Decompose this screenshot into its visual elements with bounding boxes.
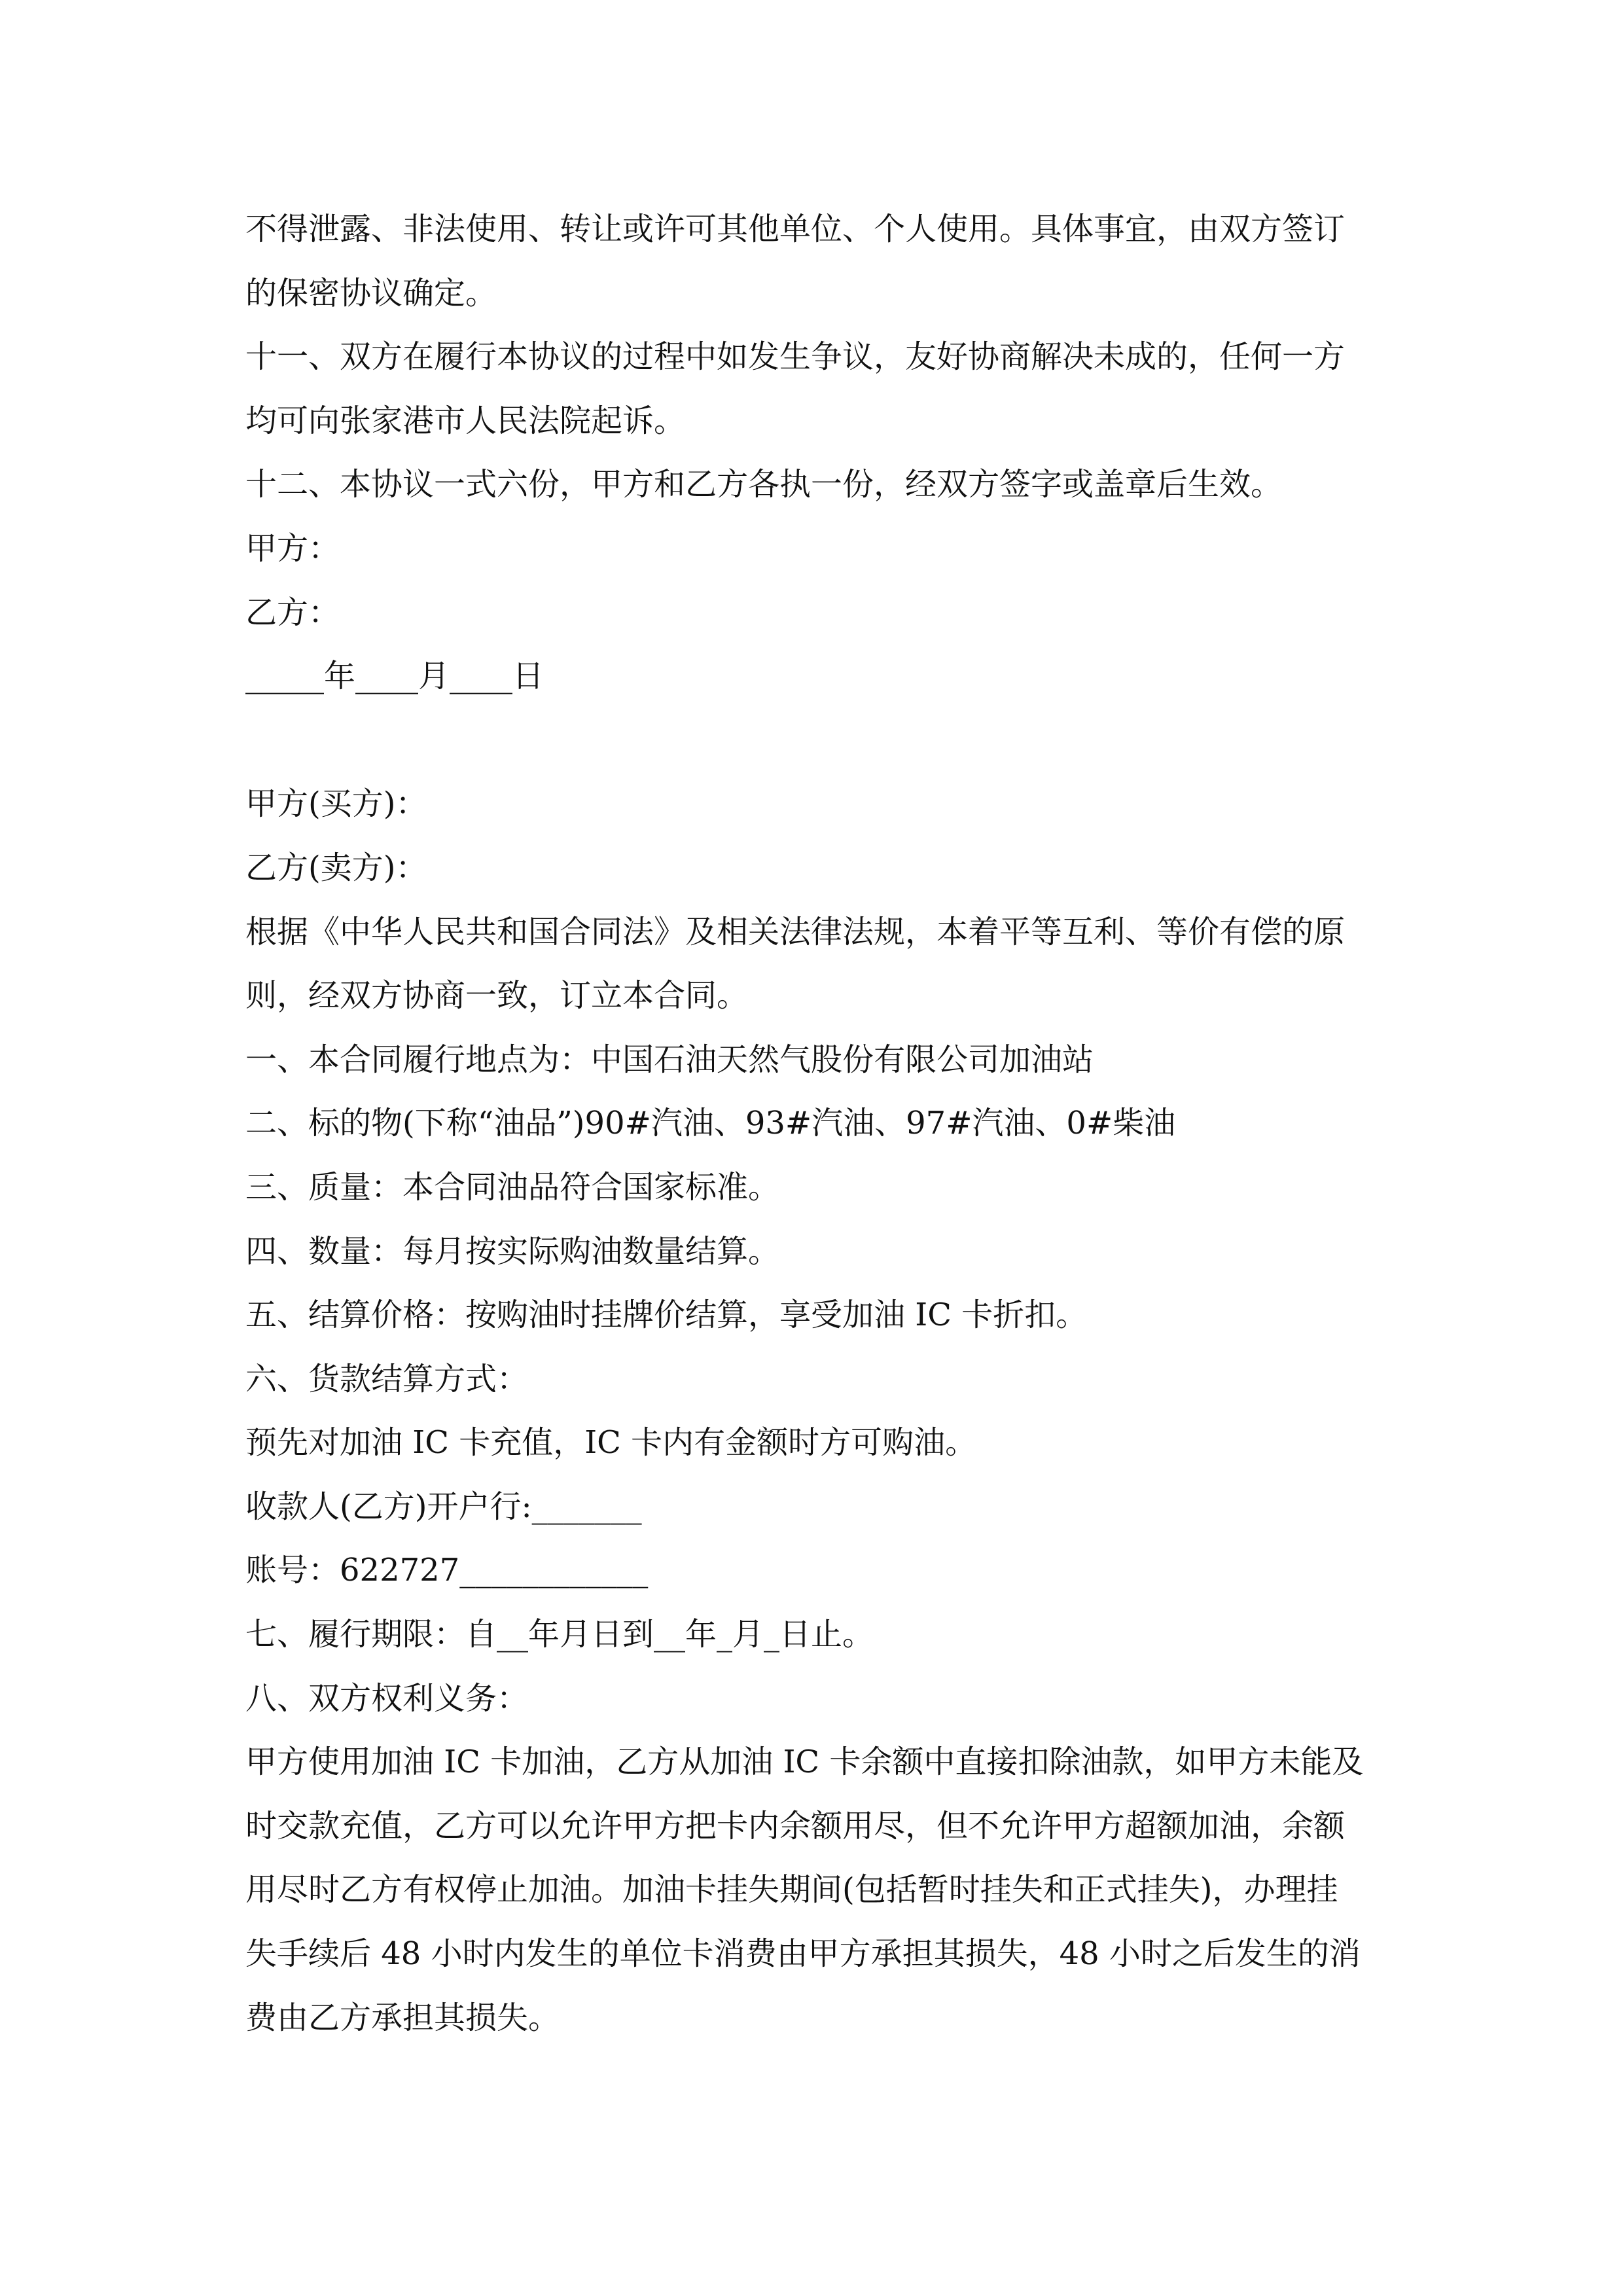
- text-line: 预先对加油 IC 卡充值，IC 卡内有金额时方可购油。: [245, 1424, 977, 1462]
- text-line: 的保密协议确定。: [245, 274, 497, 312]
- clause-5: 五、结算价格：按购油时挂牌价结算，享受加油 IC 卡折扣。: [245, 1297, 1088, 1334]
- text-line: 用尽时乙方有权停止加油。加油卡挂失期间(包括暂时挂失和正式挂失)，办理挂: [245, 1871, 1338, 1909]
- clause-12: 十二、本协议一式六份，甲方和乙方各执一份，经双方签字或盖章后生效。: [245, 466, 1283, 503]
- clause-4: 四、数量：每月按实际购油数量结算。: [245, 1232, 780, 1270]
- clause-3: 三、质量：本合同油品符合国家标准。: [245, 1168, 780, 1206]
- party-a-buyer: 甲方(买方)：: [245, 785, 427, 823]
- payee-bank: 收款人(乙方)开户行:_______: [245, 1488, 642, 1525]
- party-a-signature: 甲方：: [245, 529, 340, 567]
- text-line: 不得泄露、非法使用、转让或许可其他单位、个人使用。具体事宜，由双方签订: [245, 211, 1346, 247]
- text-line: 时交款充值，乙方可以允许甲方把卡内余额用尽，但不允许甲方超额加油，余额: [245, 1807, 1346, 1844]
- text-line: 甲方使用加油 IC 卡加油，乙方从加油 IC 卡余额中直接扣除油款，如甲方未能及: [245, 1744, 1364, 1781]
- clause-6: 六、货款结算方式：: [245, 1360, 529, 1397]
- date-line: _____年____月____日: [245, 658, 544, 695]
- clause-7: 七、履行期限：自__年月日到__年_月_日止。: [245, 1616, 874, 1653]
- text-line: 失手续后 48 小时内发生的单位卡消费由甲方承担其损失，48 小时之后发生的消: [245, 1935, 1361, 1973]
- text-line: 则，经双方协商一致，订立本合同。: [245, 977, 749, 1014]
- clause-1: 一、本合同履行地点为：中国石油天然气股份有限公司加油站: [245, 1041, 1094, 1078]
- party-b-seller: 乙方(卖方)：: [245, 849, 427, 886]
- clause-11: 十一、双方在履行本协议的过程中如发生争议，友好协商解决未成的，任何一方: [245, 338, 1346, 376]
- party-b-signature: 乙方：: [245, 594, 340, 631]
- clause-2: 二、标的物(下称“油品”)90#汽油、93#汽油、97#汽油、0#柴油: [245, 1105, 1176, 1142]
- text-line: 均可向张家港市人民法院起诉。: [245, 402, 686, 439]
- clause-8: 八、双方权利义务：: [245, 1679, 529, 1717]
- preamble: 根据《中华人民共和国合同法》及相关法律法规，本着平等互利、等价有偿的原: [245, 913, 1346, 950]
- document-page: [245, 198, 1384, 2050]
- spacer: [245, 709, 1384, 773]
- text-line: 费由乙方承担其损失。: [245, 1999, 560, 2036]
- account-number: 账号：622727____________: [245, 1552, 649, 1589]
